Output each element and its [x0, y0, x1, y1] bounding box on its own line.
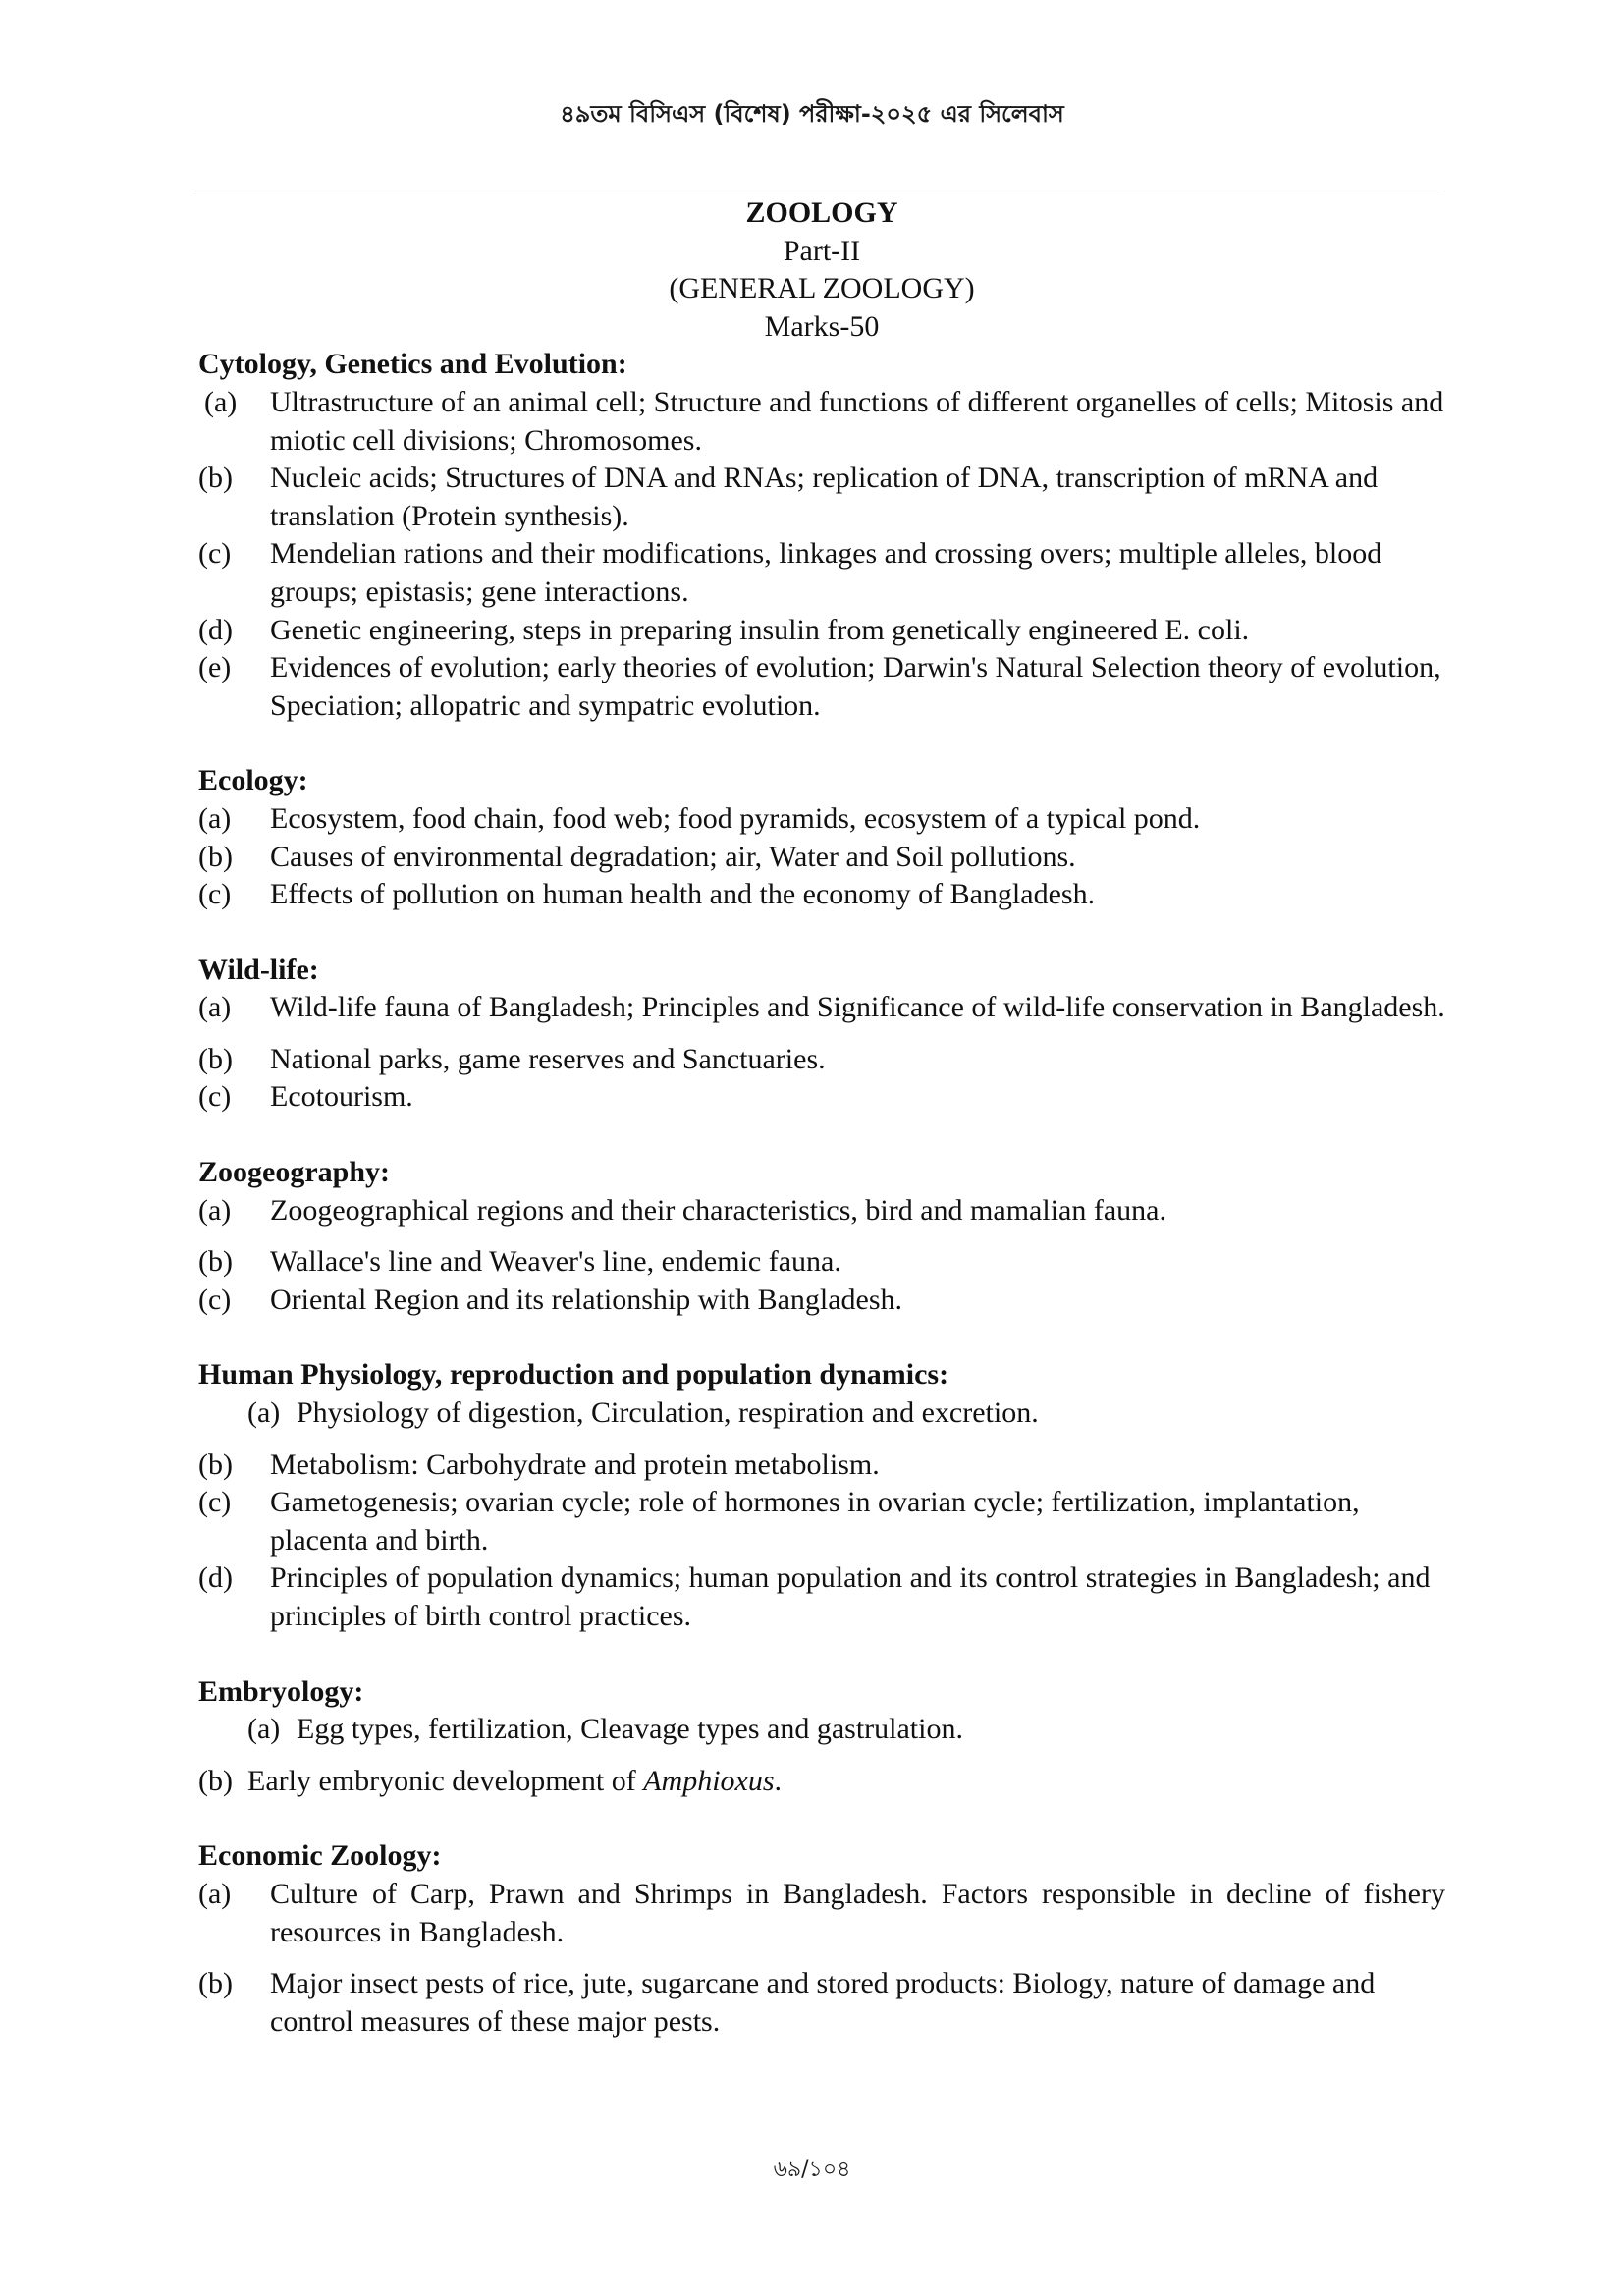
item-text-end: . — [774, 1764, 783, 1797]
item-text-plain: Early embryonic development of — [247, 1764, 644, 1797]
document-marks: Marks-50 — [764, 309, 880, 343]
section-ecology — [198, 762, 1445, 913]
item-text: Effects of pollution on human health and the economy of Bangladesh. — [270, 878, 1096, 911]
list-item — [198, 1965, 1445, 2041]
section-zoogeography — [198, 1154, 1445, 1319]
item-label: (b) — [198, 840, 233, 873]
item-text: Nucleic acids; Structures of DNA and RNAs; replication of DNA, transcription of mRNA and translation (Protein synthesis). — [270, 462, 1379, 532]
list-item — [198, 384, 1445, 460]
list-item — [198, 1763, 1445, 1801]
item-text: Causes of environmental degradation; air, Water and Soil pollutions. — [270, 840, 1076, 873]
list-item — [198, 1078, 1445, 1117]
item-label: (a) — [198, 991, 232, 1024]
item-text: Gametogenesis; ovarian cycle; role of hormones in ovarian cycle; fertilization, implantation, placenta and birth. — [270, 1486, 1360, 1557]
list-item — [198, 1484, 1445, 1559]
list-item — [198, 1559, 1445, 1635]
list-item — [198, 649, 1445, 725]
item-text: Wild-life fauna of Bangladesh; Principles and Significance of wild-life conservation in Bangladesh. — [270, 991, 1445, 1024]
list-item — [198, 1192, 1445, 1230]
section-heading: Human Physiology, reproduction and population dynamics: — [198, 1358, 949, 1392]
item-label: (c) — [198, 878, 232, 911]
list-item — [198, 612, 1445, 650]
item-label: (c) — [198, 537, 232, 571]
list-item — [198, 460, 1445, 535]
item-label: (b) — [198, 462, 233, 495]
item-label: (c) — [198, 1080, 232, 1114]
item-text: National parks, game reserves and Sanctuaries. — [270, 1042, 826, 1075]
item-label: (b) — [198, 1448, 233, 1481]
document-part: Part-II — [783, 234, 861, 267]
item-text: Zoogeographical regions and their characteristics, bird and mamalian fauna. — [270, 1193, 1166, 1227]
document-subtitle: (GENERAL ZOOLOGY) — [669, 272, 975, 305]
item-label: (d) — [198, 1561, 233, 1595]
item-label: (a) — [204, 385, 238, 418]
item-text: Ecotourism. — [270, 1080, 413, 1114]
section-heading: Zoogeography: — [198, 1156, 390, 1189]
section-wildlife — [198, 952, 1445, 1117]
section-heading: Embryology: — [198, 1674, 364, 1708]
section-embryology — [198, 1673, 1445, 1801]
item-text: Genetic engineering, steps in preparing insulin from genetically engineered E. coli. — [270, 613, 1250, 646]
section-heading: Economic Zoology: — [198, 1839, 442, 1873]
item-label: (a) — [198, 1877, 232, 1910]
item-label: (c) — [198, 1486, 232, 1519]
syllabus-content — [198, 194, 1445, 2041]
document-title: ZOOLOGY — [745, 196, 898, 229]
item-label: (b) — [198, 1967, 233, 2000]
item-text: Oriental Region and its relationship with Bangladesh. — [270, 1283, 903, 1316]
list-item — [198, 1394, 1445, 1433]
item-text: Egg types, fertilization, Cleavage types and gastrulation. — [297, 1713, 963, 1746]
item-label: (b) — [198, 1042, 233, 1075]
section-heading: Wild-life: — [198, 953, 319, 986]
item-label: (b) — [198, 1245, 233, 1279]
page-number: ৬৯/১০৪ — [773, 2158, 851, 2182]
item-label: (a) — [247, 1396, 281, 1430]
section-heading: Ecology: — [198, 764, 308, 797]
list-item — [198, 876, 1445, 914]
list-item — [198, 1243, 1445, 1282]
item-label: (a) — [247, 1713, 281, 1746]
list-item — [198, 1876, 1445, 1951]
item-label: (a) — [198, 1193, 232, 1227]
list-item — [198, 535, 1445, 611]
list-item — [198, 989, 1445, 1027]
page-header-title: ৪৯তম বিসিএস (বিশেষ) পরীক্ষা-২০২৫ এর সিলেবাস — [560, 100, 1064, 128]
section-cytology — [198, 346, 1445, 725]
item-text: Physiology of digestion, Circulation, respiration and excretion. — [297, 1396, 1039, 1430]
section-physiology — [198, 1356, 1445, 1635]
item-text: Metabolism: Carbohydrate and protein metabolism. — [270, 1448, 880, 1481]
section-heading: Cytology, Genetics and Evolution: — [198, 348, 627, 381]
item-text: Ecosystem, food chain, food web; food pyramids, ecosystem of a typical pond. — [270, 801, 1201, 835]
list-item — [198, 1282, 1445, 1320]
item-label: (a) — [198, 801, 232, 835]
item-label: (c) — [198, 1283, 232, 1316]
item-text: Evidences of evolution; early theories of evolution; Darwin's Natural Selection theory of evolution, Speciation; allopatric and sympatric evolution. — [270, 651, 1441, 722]
list-item — [198, 1041, 1445, 1079]
item-label: (b) — [198, 1764, 233, 1797]
list-item — [198, 839, 1445, 877]
item-label: (d) — [198, 613, 233, 646]
species-name-italic: Amphioxus — [643, 1764, 775, 1797]
item-text: Ultrastructure of an animal cell; Structure and functions of different organelles of cells; Mitosis and miotic cell divisions; Chromosomes. — [270, 385, 1444, 457]
list-item — [198, 1711, 1445, 1749]
item-text: Principles of population dynamics; human population and its control strategies in Bangladesh; and principles of birth control practices. — [270, 1561, 1431, 1632]
list-item — [198, 800, 1445, 839]
item-text: Culture of Carp, Prawn and Shrimps in Bangladesh. Factors responsible in decline of fishery resources in Bangladesh. — [270, 1877, 1445, 1948]
section-economic-zoology — [198, 1837, 1445, 2041]
item-text: Major insect pests of rice, jute, sugarcane and stored products: Biology, nature of damage and control measures of these major pests. — [270, 1967, 1376, 2038]
item-label: (e) — [198, 651, 232, 684]
list-item — [198, 1447, 1445, 1485]
item-text: Mendelian rations and their modifications, linkages and crossing overs; multiple alleles, blood groups; epistasis; gene interactions. — [270, 537, 1382, 608]
item-text — [247, 1763, 1445, 1801]
item-text: Wallace's line and Weaver's line, endemic fauna. — [270, 1245, 841, 1279]
